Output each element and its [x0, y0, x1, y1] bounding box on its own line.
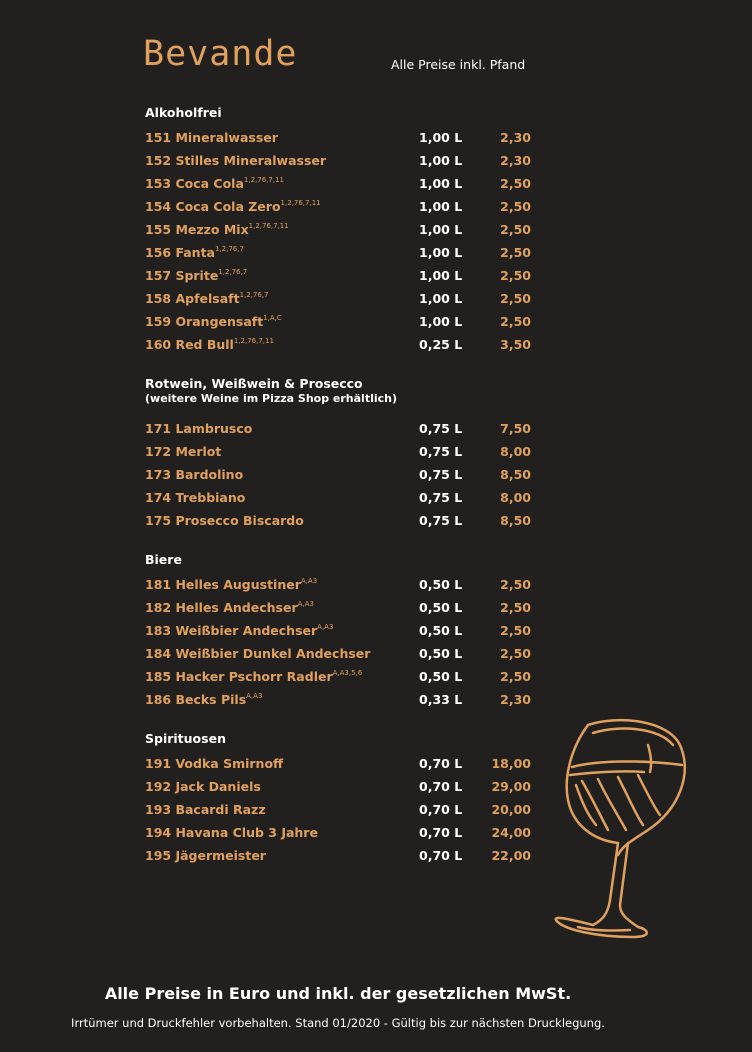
- menu-item: [145, 798, 535, 821]
- menu-item: [145, 287, 535, 310]
- item-price: 7,50: [500, 421, 531, 436]
- item-volume: 1,00 L: [419, 314, 463, 329]
- page-title: Bevande: [143, 34, 298, 74]
- item-volume: 0,50 L: [419, 577, 463, 592]
- item-volume: 1,00 L: [419, 153, 463, 168]
- item-name-text: 157 Sprite: [145, 268, 219, 283]
- item-price: 20,00: [491, 802, 531, 817]
- item-price: 8,00: [500, 490, 531, 505]
- item-name-text: 185 Hacker Pschorr Radler: [145, 669, 333, 684]
- menu-item: [145, 195, 535, 218]
- item-name: [145, 172, 284, 195]
- item-name-text: 156 Fanta: [145, 245, 215, 260]
- item-volume: 0,50 L: [419, 646, 463, 661]
- item-price: 2,50: [500, 268, 531, 283]
- item-name: [145, 619, 333, 642]
- item-name: [145, 287, 269, 310]
- item-name: [145, 775, 261, 798]
- item-name: [145, 310, 282, 333]
- item-volume: 1,00 L: [419, 245, 463, 260]
- menu-item: [145, 821, 535, 844]
- menu-section: [145, 729, 535, 867]
- item-price: 8,00: [500, 444, 531, 459]
- item-price: 2,50: [500, 669, 531, 684]
- item-price: 8,50: [500, 513, 531, 528]
- item-price: 2,30: [500, 153, 531, 168]
- item-name-text: 194 Havana Club 3 Jahre: [145, 825, 318, 840]
- menu-item: [145, 509, 535, 532]
- item-name-text: 173 Bardolino: [145, 467, 244, 482]
- item-name-text: 158 Apfelsaft: [145, 291, 240, 306]
- menu-item: [145, 126, 535, 149]
- item-price: 2,50: [500, 199, 531, 214]
- item-allergen-codes: A,A3: [300, 577, 318, 585]
- item-name: [145, 195, 321, 218]
- item-name: [145, 752, 283, 775]
- item-allergen-codes: 1,2,76,7: [239, 291, 269, 299]
- item-volume: 0,25 L: [419, 337, 463, 352]
- item-allergen-codes: A,A3: [246, 692, 263, 700]
- item-volume: 0,70 L: [419, 848, 463, 863]
- item-name-text: 186 Becks Pils: [145, 692, 247, 707]
- item-name: [145, 463, 243, 486]
- item-volume: 0,70 L: [419, 756, 463, 771]
- item-price: 2,50: [500, 623, 531, 638]
- item-name: [145, 333, 274, 356]
- item-price: 2,50: [500, 600, 531, 615]
- item-volume: 1,00 L: [419, 199, 463, 214]
- footer-tax-note: Alle Preise in Euro und inkl. der gesetzlichen MwSt.: [104, 984, 572, 1003]
- item-name-text: 191 Vodka Smirnoff: [145, 756, 284, 771]
- item-name-text: 192 Jack Daniels: [145, 779, 261, 794]
- item-name-text: 151 Mineralwasser: [145, 130, 278, 145]
- item-name-text: 193 Bacardi Razz: [145, 802, 266, 817]
- item-name-text: 172 Merlot: [145, 444, 222, 459]
- item-name: [145, 417, 252, 440]
- item-name: [145, 798, 266, 821]
- menu-item: [145, 463, 535, 486]
- item-name-text: 182 Helles Andechser: [145, 600, 298, 615]
- item-volume: 0,75 L: [419, 444, 463, 459]
- item-allergen-codes: 1,2,76,7: [215, 245, 244, 253]
- item-price: 2,50: [500, 291, 531, 306]
- menu-item: [145, 642, 535, 665]
- item-name: [145, 509, 304, 532]
- item-price: 2,30: [500, 692, 531, 707]
- item-price: 2,30: [500, 130, 531, 145]
- menu-item: [145, 440, 535, 463]
- item-allergen-codes: A,A3: [317, 623, 334, 631]
- menu-item: [145, 417, 535, 440]
- item-volume: 0,75 L: [419, 467, 463, 482]
- menu-section: [145, 103, 535, 356]
- menu-item: [145, 619, 535, 642]
- item-allergen-codes: 1,2,76,7,11: [233, 337, 274, 345]
- item-volume: 0,75 L: [419, 513, 463, 528]
- item-price: 2,50: [500, 245, 531, 260]
- item-allergen-codes: A,A3,5,6: [332, 669, 363, 677]
- item-allergen-codes: 1,2,76,7,11: [243, 176, 284, 184]
- menu-section: [145, 550, 535, 711]
- item-name-text: 155 Mezzo Mix: [145, 222, 249, 237]
- menu-item: [145, 218, 535, 241]
- item-name-text: 171 Lambrusco: [145, 421, 253, 436]
- menu-item: [145, 844, 535, 867]
- menu-list: [145, 103, 535, 885]
- section-subtitle: (weitere Weine im Pizza Shop erhältlich): [145, 392, 398, 405]
- wine-glass-icon: [548, 715, 688, 940]
- item-name: [145, 573, 317, 596]
- item-volume: 0,33 L: [419, 692, 463, 707]
- item-price: 2,50: [500, 577, 531, 592]
- item-price: 18,00: [491, 756, 531, 771]
- item-volume: 0,70 L: [419, 825, 463, 840]
- item-name-text: 184 Weißbier Dunkel Andechser: [145, 646, 371, 661]
- menu-item: [145, 665, 535, 688]
- item-name: [145, 218, 289, 241]
- item-name-text: 154 Coca Cola Zero: [145, 199, 281, 214]
- price-note: Alle Preise inkl. Pfand: [391, 57, 526, 72]
- menu-item: [145, 241, 535, 264]
- item-volume: 0,70 L: [419, 802, 463, 817]
- item-name-text: 153 Coca Cola: [145, 176, 244, 191]
- menu-item: [145, 149, 535, 172]
- menu-item: [145, 596, 535, 619]
- item-name-text: 183 Weißbier Andechser: [145, 623, 318, 638]
- item-name: [145, 688, 262, 711]
- menu-item: [145, 310, 535, 333]
- menu-item: [145, 688, 535, 711]
- item-price: 24,00: [491, 825, 531, 840]
- item-volume: 0,50 L: [419, 623, 463, 638]
- menu-item: [145, 775, 535, 798]
- item-price: 29,00: [491, 779, 531, 794]
- menu-section: [145, 374, 535, 532]
- menu-item: [145, 172, 535, 195]
- item-volume: 1,00 L: [419, 176, 463, 191]
- item-name-text: 152 Stilles Mineralwasser: [145, 153, 327, 168]
- item-volume: 1,00 L: [419, 130, 463, 145]
- item-allergen-codes: A,A3: [297, 600, 314, 608]
- item-name: [145, 149, 326, 172]
- menu-item: [145, 573, 535, 596]
- item-name-text: 174 Trebbiano: [145, 490, 246, 505]
- item-volume: 0,50 L: [419, 600, 463, 615]
- item-allergen-codes: 1,2,76,7,11: [248, 222, 289, 230]
- footer-disclaimer: Irrtümer und Druckfehler vorbehalten. Stand 01/2020 - Gültig bis zur nächsten Drucklegung.: [71, 1016, 605, 1030]
- item-name: [145, 844, 266, 867]
- item-name: [145, 486, 245, 509]
- item-price: 2,50: [500, 176, 531, 191]
- item-name: [145, 642, 370, 665]
- item-volume: 1,00 L: [419, 222, 463, 237]
- item-price: 8,50: [500, 467, 531, 482]
- item-volume: 0,50 L: [419, 669, 463, 684]
- menu-item: [145, 264, 535, 287]
- item-name-text: 159 Orangensaft: [145, 314, 264, 329]
- item-name: [145, 264, 247, 287]
- item-name-text: 195 Jägermeister: [145, 848, 266, 863]
- item-price: 2,50: [500, 314, 531, 329]
- item-name: [145, 126, 278, 149]
- menu-item: [145, 333, 535, 356]
- item-name-text: 181 Helles Augustiner: [145, 577, 301, 592]
- item-allergen-codes: 1,2,76,7,11: [280, 199, 321, 207]
- item-name: [145, 440, 221, 463]
- item-price: 2,50: [500, 646, 531, 661]
- item-price: 3,50: [500, 337, 531, 352]
- section-title: Rotwein, Weißwein & Prosecco: [145, 376, 363, 391]
- menu-item: [145, 486, 535, 509]
- item-volume: 1,00 L: [419, 268, 463, 283]
- menu-item: [145, 752, 535, 775]
- section-title: Biere: [145, 552, 182, 567]
- item-name: [145, 596, 314, 619]
- item-volume: 0,75 L: [419, 490, 463, 505]
- item-volume: 1,00 L: [419, 291, 463, 306]
- item-name-text: 175 Prosecco Biscardo: [145, 513, 304, 528]
- item-name: [145, 665, 362, 688]
- item-volume: 0,70 L: [419, 779, 463, 794]
- item-name: [145, 821, 318, 844]
- item-name: [145, 241, 244, 264]
- item-allergen-codes: 1,2,76,7: [218, 268, 248, 276]
- item-price: 22,00: [491, 848, 531, 863]
- item-price: 2,50: [500, 222, 531, 237]
- section-title: Alkoholfrei: [145, 105, 222, 120]
- item-allergen-codes: 1,A,C: [263, 314, 282, 322]
- section-title: Spirituosen: [145, 731, 226, 746]
- item-name-text: 160 Red Bull: [145, 337, 234, 352]
- item-volume: 0,75 L: [419, 421, 463, 436]
